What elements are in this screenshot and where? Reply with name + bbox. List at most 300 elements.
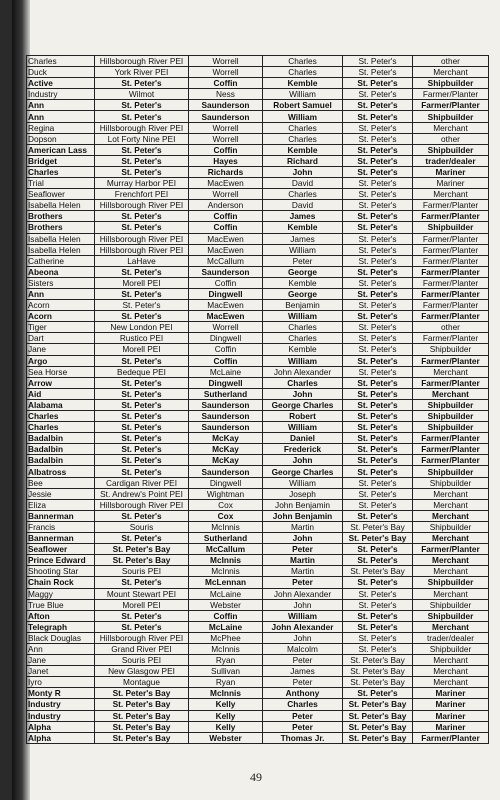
owner-surname-cell: Saunderson: [189, 466, 263, 477]
owner-surname-cell: Saunderson: [189, 100, 263, 111]
owner-residence-cell: St. Peter's: [343, 155, 413, 166]
owner-occupation-cell: Shipbuilder: [413, 344, 489, 355]
owner-given-name-cell: Charles: [263, 122, 343, 133]
owner-residence-cell: St. Peter's: [343, 122, 413, 133]
build-place-cell: St. Peter's: [95, 621, 189, 632]
table-row: [27, 399, 489, 410]
owner-surname-cell: McLennan: [189, 577, 263, 588]
vessel-name-cell: Ann: [27, 288, 95, 299]
owner-surname-cell: MacEwen: [189, 233, 263, 244]
owner-surname-cell: Dingwell: [189, 288, 263, 299]
table-row: [27, 621, 489, 632]
build-place-cell: Hillsborough River PEI: [95, 122, 189, 133]
owner-residence-cell: St. Peter's: [343, 277, 413, 288]
build-place-cell: St. Peter's: [95, 288, 189, 299]
vessel-name-cell: Argo: [27, 355, 95, 366]
owner-occupation-cell: Mariner: [413, 699, 489, 710]
owner-occupation-cell: Merchant: [413, 655, 489, 666]
owner-surname-cell: McCallum: [189, 544, 263, 555]
owner-surname-cell: Worrell: [189, 56, 263, 67]
owner-occupation-cell: Merchant: [413, 677, 489, 688]
vessel-name-cell: Bridget: [27, 155, 95, 166]
owner-occupation-cell: Merchant: [413, 189, 489, 200]
owner-occupation-cell: Shipbuilder: [413, 78, 489, 89]
owner-occupation-cell: Merchant: [413, 122, 489, 133]
vessel-name-cell: Isabella Helen: [27, 200, 95, 211]
owner-surname-cell: Saunderson: [189, 399, 263, 410]
owner-given-name-cell: Charles: [263, 133, 343, 144]
build-place-cell: St. Andrew's Point PEI: [95, 488, 189, 499]
owner-residence-cell: St. Peter's: [343, 499, 413, 510]
table-row: [27, 544, 489, 555]
owner-residence-cell: St. Peter's: [343, 510, 413, 521]
vessel-name-cell: Duck: [27, 67, 95, 78]
table-row: [27, 166, 489, 177]
owner-occupation-cell: other: [413, 322, 489, 333]
vessel-name-cell: Industry: [27, 699, 95, 710]
owner-occupation-cell: Merchant: [413, 555, 489, 566]
owner-occupation-cell: Shipbuilder: [413, 466, 489, 477]
owner-surname-cell: Coffin: [189, 78, 263, 89]
build-place-cell: St. Peter's: [95, 300, 189, 311]
owner-given-name-cell: Peter: [263, 544, 343, 555]
owner-surname-cell: Coffin: [189, 610, 263, 621]
owner-surname-cell: Saunderson: [189, 411, 263, 422]
vessel-name-cell: Active: [27, 78, 95, 89]
owner-given-name-cell: John: [263, 455, 343, 466]
build-place-cell: St. Peter's Bay: [95, 688, 189, 699]
ship-registry-body: [27, 56, 489, 744]
owner-residence-cell: St. Peter's: [343, 388, 413, 399]
build-place-cell: St. Peter's: [95, 455, 189, 466]
build-place-cell: Hillsborough River PEI: [95, 244, 189, 255]
table-row: [27, 366, 489, 377]
build-place-cell: St. Peter's: [95, 577, 189, 588]
build-place-cell: St. Peter's: [95, 399, 189, 410]
owner-given-name-cell: Peter: [263, 255, 343, 266]
table-row: [27, 533, 489, 544]
table-row: [27, 599, 489, 610]
owner-residence-cell: St. Peter's: [343, 67, 413, 78]
table-row: [27, 344, 489, 355]
owner-surname-cell: McInnis: [189, 566, 263, 577]
vessel-name-cell: Ann: [27, 100, 95, 111]
vessel-name-cell: Maggy: [27, 588, 95, 599]
owner-surname-cell: Worrell: [189, 189, 263, 200]
owner-surname-cell: Saunderson: [189, 422, 263, 433]
vessel-name-cell: Jane: [27, 655, 95, 666]
owner-surname-cell: Worrell: [189, 67, 263, 78]
owner-given-name-cell: Malcolm: [263, 643, 343, 654]
owner-residence-cell: St. Peter's: [343, 288, 413, 299]
table-row: [27, 155, 489, 166]
owner-given-name-cell: John: [263, 599, 343, 610]
vessel-name-cell: Tiger: [27, 322, 95, 333]
owner-occupation-cell: Shipbuilder: [413, 521, 489, 532]
owner-residence-cell: St. Peter's Bay: [343, 677, 413, 688]
owner-given-name-cell: John: [263, 533, 343, 544]
owner-surname-cell: McLaine: [189, 588, 263, 599]
owner-residence-cell: St. Peter's: [343, 488, 413, 499]
table-row: [27, 200, 489, 211]
table-row: [27, 488, 489, 499]
build-place-cell: Hillsborough River PEI: [95, 233, 189, 244]
owner-occupation-cell: Shipbuilder: [413, 577, 489, 588]
build-place-cell: St. Peter's: [95, 155, 189, 166]
owner-given-name-cell: Thomas Jr.: [263, 732, 343, 743]
table-row: [27, 277, 489, 288]
owner-occupation-cell: Merchant: [413, 566, 489, 577]
owner-given-name-cell: Martin: [263, 566, 343, 577]
table-row: [27, 222, 489, 233]
owner-surname-cell: Dingwell: [189, 477, 263, 488]
vessel-name-cell: Aid: [27, 388, 95, 399]
owner-residence-cell: St. Peter's: [343, 111, 413, 122]
owner-residence-cell: St. Peter's: [343, 366, 413, 377]
table-row: [27, 643, 489, 654]
table-row: [27, 588, 489, 599]
owner-surname-cell: MacEwen: [189, 311, 263, 322]
owner-occupation-cell: Mariner: [413, 688, 489, 699]
owner-residence-cell: St. Peter's: [343, 577, 413, 588]
vessel-name-cell: Bee: [27, 477, 95, 488]
table-row: [27, 411, 489, 422]
vessel-name-cell: Charles: [27, 56, 95, 67]
owner-given-name-cell: William: [263, 477, 343, 488]
owner-given-name-cell: James: [263, 233, 343, 244]
owner-residence-cell: St. Peter's: [343, 411, 413, 422]
owner-given-name-cell: William: [263, 89, 343, 100]
owner-residence-cell: St. Peter's: [343, 255, 413, 266]
owner-given-name-cell: Benjamin: [263, 300, 343, 311]
vessel-name-cell: Ann: [27, 643, 95, 654]
build-place-cell: St. Peter's: [95, 377, 189, 388]
owner-given-name-cell: Kemble: [263, 222, 343, 233]
owner-occupation-cell: Farmer/Planter: [413, 300, 489, 311]
table-row: [27, 322, 489, 333]
table-row: [27, 732, 489, 743]
table-row: [27, 56, 489, 67]
owner-given-name-cell: Martin: [263, 521, 343, 532]
table-row: [27, 466, 489, 477]
owner-residence-cell: St. Peter's: [343, 632, 413, 643]
build-place-cell: Hillsborough River PEI: [95, 56, 189, 67]
table-row: [27, 422, 489, 433]
owner-surname-cell: Hayes: [189, 155, 263, 166]
owner-given-name-cell: Peter: [263, 721, 343, 732]
owner-residence-cell: St. Peter's Bay: [343, 699, 413, 710]
owner-given-name-cell: James: [263, 666, 343, 677]
build-place-cell: Wilmot: [95, 89, 189, 100]
vessel-name-cell: Dopson: [27, 133, 95, 144]
build-place-cell: New Glasgow PEI: [95, 666, 189, 677]
owner-surname-cell: McKay: [189, 444, 263, 455]
owner-occupation-cell: Farmer/Planter: [413, 455, 489, 466]
build-place-cell: St. Peter's: [95, 111, 189, 122]
build-place-cell: St. Peter's: [95, 510, 189, 521]
vessel-name-cell: Seaflower: [27, 189, 95, 200]
owner-given-name-cell: Robert: [263, 411, 343, 422]
owner-residence-cell: St. Peter's Bay: [343, 710, 413, 721]
build-place-cell: Murray Harbor PEI: [95, 178, 189, 189]
vessel-name-cell: Monty R: [27, 688, 95, 699]
table-row: [27, 311, 489, 322]
owner-occupation-cell: Mariner: [413, 721, 489, 732]
table-row: [27, 555, 489, 566]
vessel-name-cell: Francis: [27, 521, 95, 532]
owner-surname-cell: MacEwen: [189, 178, 263, 189]
owner-given-name-cell: Frederick: [263, 444, 343, 455]
table-row: [27, 433, 489, 444]
owner-given-name-cell: Anthony: [263, 688, 343, 699]
owner-occupation-cell: Farmer/Planter: [413, 211, 489, 222]
build-place-cell: St. Peter's: [95, 222, 189, 233]
build-place-cell: St. Peter's: [95, 78, 189, 89]
owner-surname-cell: Webster: [189, 599, 263, 610]
owner-given-name-cell: William: [263, 610, 343, 621]
build-place-cell: Grand River PEI: [95, 643, 189, 654]
table-row: [27, 455, 489, 466]
vessel-name-cell: True Blue: [27, 599, 95, 610]
owner-given-name-cell: John Alexander: [263, 366, 343, 377]
owner-occupation-cell: Farmer/Planter: [413, 333, 489, 344]
owner-given-name-cell: George: [263, 266, 343, 277]
owner-surname-cell: Kelly: [189, 699, 263, 710]
table-row: [27, 610, 489, 621]
owner-given-name-cell: Peter: [263, 677, 343, 688]
owner-given-name-cell: Charles: [263, 377, 343, 388]
table-row: [27, 444, 489, 455]
owner-occupation-cell: Merchant: [413, 488, 489, 499]
owner-residence-cell: St. Peter's: [343, 311, 413, 322]
owner-occupation-cell: Farmer/Planter: [413, 311, 489, 322]
owner-surname-cell: Ryan: [189, 677, 263, 688]
build-place-cell: St. Peter's Bay: [95, 544, 189, 555]
build-place-cell: St. Peter's: [95, 266, 189, 277]
vessel-name-cell: Chain Rock: [27, 577, 95, 588]
owner-occupation-cell: Merchant: [413, 388, 489, 399]
build-place-cell: Montague: [95, 677, 189, 688]
owner-surname-cell: Richards: [189, 166, 263, 177]
owner-surname-cell: Worrell: [189, 322, 263, 333]
owner-surname-cell: McPhee: [189, 632, 263, 643]
build-place-cell: Frenchfort PEI: [95, 189, 189, 200]
owner-given-name-cell: James: [263, 211, 343, 222]
owner-residence-cell: St. Peter's: [343, 300, 413, 311]
build-place-cell: St. Peter's: [95, 533, 189, 544]
owner-occupation-cell: Shipbuilder: [413, 422, 489, 433]
owner-residence-cell: St. Peter's: [343, 588, 413, 599]
vessel-name-cell: Alpha: [27, 732, 95, 743]
owner-given-name-cell: Charles: [263, 333, 343, 344]
owner-residence-cell: St. Peter's: [343, 233, 413, 244]
owner-given-name-cell: John Benjamin: [263, 510, 343, 521]
table-row: [27, 521, 489, 532]
owner-given-name-cell: Joseph: [263, 488, 343, 499]
owner-occupation-cell: Shipbuilder: [413, 610, 489, 621]
owner-occupation-cell: Shipbuilder: [413, 111, 489, 122]
build-place-cell: Souris PEI: [95, 566, 189, 577]
owner-given-name-cell: Charles: [263, 322, 343, 333]
build-place-cell: St. Peter's: [95, 211, 189, 222]
owner-occupation-cell: Merchant: [413, 67, 489, 78]
table-row: [27, 233, 489, 244]
build-place-cell: St. Peter's: [95, 610, 189, 621]
owner-occupation-cell: Farmer/Planter: [413, 200, 489, 211]
owner-surname-cell: Worrell: [189, 133, 263, 144]
owner-residence-cell: St. Peter's: [343, 266, 413, 277]
owner-surname-cell: Cox: [189, 499, 263, 510]
owner-surname-cell: McKay: [189, 433, 263, 444]
vessel-name-cell: Brothers: [27, 211, 95, 222]
table-row: [27, 721, 489, 732]
owner-surname-cell: Cox: [189, 510, 263, 521]
owner-given-name-cell: Kemble: [263, 144, 343, 155]
owner-surname-cell: Dingwell: [189, 377, 263, 388]
vessel-name-cell: Iyro: [27, 677, 95, 688]
owner-given-name-cell: John: [263, 388, 343, 399]
owner-occupation-cell: Shipbuilder: [413, 399, 489, 410]
vessel-name-cell: Alpha: [27, 721, 95, 732]
table-row: [27, 266, 489, 277]
build-place-cell: St. Peter's: [95, 166, 189, 177]
build-place-cell: St. Peter's Bay: [95, 699, 189, 710]
vessel-name-cell: Jane: [27, 344, 95, 355]
owner-residence-cell: St. Peter's: [343, 466, 413, 477]
owner-residence-cell: St. Peter's: [343, 200, 413, 211]
owner-occupation-cell: Farmer/Planter: [413, 433, 489, 444]
table-row: [27, 211, 489, 222]
table-row: [27, 499, 489, 510]
vessel-name-cell: Acorn: [27, 300, 95, 311]
owner-given-name-cell: Robert Samuel: [263, 100, 343, 111]
build-place-cell: St. Peter's: [95, 422, 189, 433]
owner-residence-cell: St. Peter's: [343, 688, 413, 699]
table-row: [27, 144, 489, 155]
owner-surname-cell: Anderson: [189, 200, 263, 211]
vessel-name-cell: Industry: [27, 89, 95, 100]
owner-given-name-cell: Charles: [263, 699, 343, 710]
owner-occupation-cell: Merchant: [413, 366, 489, 377]
owner-surname-cell: Coffin: [189, 222, 263, 233]
owner-surname-cell: MacEwen: [189, 300, 263, 311]
vessel-name-cell: Catherine: [27, 255, 95, 266]
owner-residence-cell: St. Peter's: [343, 422, 413, 433]
owner-residence-cell: St. Peter's: [343, 555, 413, 566]
vessel-name-cell: Abeona: [27, 266, 95, 277]
owner-surname-cell: Saunderson: [189, 111, 263, 122]
table-row: [27, 89, 489, 100]
vessel-name-cell: Charles: [27, 422, 95, 433]
owner-residence-cell: St. Peter's: [343, 133, 413, 144]
owner-surname-cell: Webster: [189, 732, 263, 743]
owner-surname-cell: McCallum: [189, 255, 263, 266]
table-row: [27, 655, 489, 666]
build-place-cell: St. Peter's Bay: [95, 710, 189, 721]
owner-residence-cell: St. Peter's: [343, 477, 413, 488]
table-row: [27, 100, 489, 111]
owner-occupation-cell: Farmer/Planter: [413, 377, 489, 388]
owner-surname-cell: Kelly: [189, 710, 263, 721]
owner-given-name-cell: John Benjamin: [263, 499, 343, 510]
build-place-cell: St. Peter's Bay: [95, 555, 189, 566]
owner-given-name-cell: Richard: [263, 155, 343, 166]
owner-residence-cell: St. Peter's: [343, 56, 413, 67]
owner-occupation-cell: Shipbuilder: [413, 643, 489, 654]
build-place-cell: Lot Forty Nine PEI: [95, 133, 189, 144]
owner-residence-cell: St. Peter's: [343, 621, 413, 632]
owner-residence-cell: St. Peter's: [343, 166, 413, 177]
owner-given-name-cell: William: [263, 244, 343, 255]
owner-surname-cell: Wightman: [189, 488, 263, 499]
owner-residence-cell: St. Peter's: [343, 89, 413, 100]
owner-given-name-cell: Daniel: [263, 433, 343, 444]
table-row: [27, 78, 489, 89]
vessel-name-cell: Albatross: [27, 466, 95, 477]
vessel-name-cell: Acorn: [27, 311, 95, 322]
vessel-name-cell: Seaflower: [27, 544, 95, 555]
owner-occupation-cell: Shipbuilder: [413, 411, 489, 422]
build-place-cell: LaHave: [95, 255, 189, 266]
owner-given-name-cell: Charles: [263, 67, 343, 78]
vessel-name-cell: Shooting Star: [27, 566, 95, 577]
owner-given-name-cell: Charles: [263, 189, 343, 200]
vessel-name-cell: Alabama: [27, 399, 95, 410]
owner-surname-cell: McLaine: [189, 366, 263, 377]
vessel-name-cell: Trial: [27, 178, 95, 189]
owner-given-name-cell: Martin: [263, 555, 343, 566]
owner-surname-cell: Coffin: [189, 144, 263, 155]
vessel-name-cell: Bannerman: [27, 533, 95, 544]
vessel-name-cell: Jessie: [27, 488, 95, 499]
table-row: [27, 699, 489, 710]
table-row: [27, 688, 489, 699]
owner-surname-cell: Sullivan: [189, 666, 263, 677]
owner-residence-cell: St. Peter's Bay: [343, 566, 413, 577]
build-place-cell: St. Peter's: [95, 444, 189, 455]
owner-surname-cell: Coffin: [189, 277, 263, 288]
vessel-name-cell: Janet: [27, 666, 95, 677]
owner-surname-cell: Coffin: [189, 344, 263, 355]
owner-occupation-cell: Farmer/Planter: [413, 732, 489, 743]
owner-given-name-cell: Kemble: [263, 78, 343, 89]
owner-surname-cell: McInnis: [189, 688, 263, 699]
build-place-cell: Hillsborough River PEI: [95, 499, 189, 510]
build-place-cell: Souris PEI: [95, 655, 189, 666]
vessel-name-cell: Telegraph: [27, 621, 95, 632]
vessel-name-cell: Charles: [27, 166, 95, 177]
vessel-name-cell: Regina: [27, 122, 95, 133]
table-row: [27, 577, 489, 588]
owner-residence-cell: St. Peter's Bay: [343, 655, 413, 666]
vessel-name-cell: Isabella Helen: [27, 244, 95, 255]
vessel-name-cell: Dart: [27, 333, 95, 344]
owner-given-name-cell: John Alexander: [263, 588, 343, 599]
owner-residence-cell: St. Peter's Bay: [343, 521, 413, 532]
vessel-name-cell: American Lass: [27, 144, 95, 155]
owner-given-name-cell: William: [263, 422, 343, 433]
owner-occupation-cell: Shipbuilder: [413, 477, 489, 488]
build-place-cell: Mount Stewart PEI: [95, 588, 189, 599]
build-place-cell: Morell PEI: [95, 277, 189, 288]
vessel-name-cell: Badalbin: [27, 433, 95, 444]
table-row: [27, 122, 489, 133]
owner-occupation-cell: Mariner: [413, 166, 489, 177]
owner-residence-cell: St. Peter's: [343, 455, 413, 466]
build-place-cell: St. Peter's Bay: [95, 732, 189, 743]
table-row: [27, 477, 489, 488]
vessel-name-cell: Ann: [27, 111, 95, 122]
